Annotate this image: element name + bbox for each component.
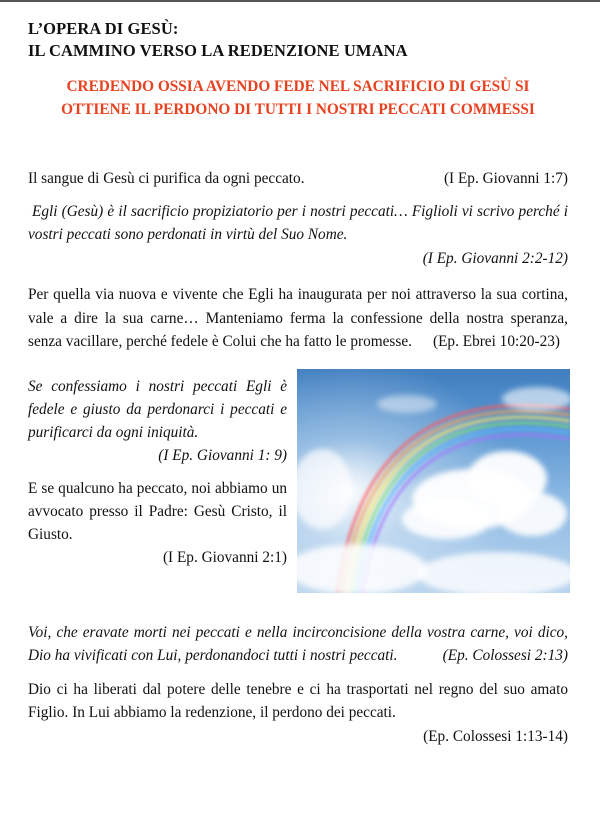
verse-6: [28, 621, 568, 668]
verse-7-ref: (Ep. Colossesi 1:13-14): [423, 727, 568, 745]
top-rule: [0, 0, 600, 2]
verse-2: [28, 200, 568, 271]
document-page: [28, 18, 568, 748]
verse-7: [28, 678, 568, 749]
verse-2-ref: (I Ep. Giovanni 2:2-12): [422, 249, 568, 267]
verse-3-text: Per quella via nuova e vivente che Egli ha inaugurata per noi attraverso la sua cortina, vale a dire la sua carne… Manteniamo ferma la confessione della nostra speranza, senza vacillare, perché fedele è Colui che ha fatto le promesse.: [28, 286, 568, 350]
subtitle-line-1: CREDENDO OSSIA AVENDO FEDE NEL SACRIFICIO DI GESÙ SI: [66, 78, 530, 95]
verse-3-ref: (Ep. Ebrei 10:20-23): [432, 333, 560, 350]
verse-image-section: [28, 369, 568, 599]
verse-4: [28, 375, 287, 467]
verse-7-text: Dio ci ha liberati dal potere delle tenebre e ci ha trasportati nel regno del suo amato Figlio. In Lui abbiamo la redenzione, il perdono dei peccati.: [28, 680, 568, 721]
verse-2-text: Egli (Gesù) è il sacrificio propiziatorio per i nostri peccati… Figlioli vi scrivo perché i vostri peccati sono perdonati in virtù del Suo Nome.: [28, 202, 568, 243]
page-title: [28, 18, 568, 62]
subtitle: [28, 75, 568, 121]
verse-4-text: Se confessiamo i nostri peccati Egli è fedele e giusto da perdonarci i peccati e purificarci da ogni iniquità.: [28, 377, 287, 441]
verse-6-ref: (Ep. Colossesi 2:13): [442, 647, 568, 664]
verse-6-text: Voi, che eravate morti nei peccati e nella incirconcisione della vostra carne, voi dico, Dio ha vivificati con Lui, perdonandoci tutti i nostri peccati.: [28, 623, 568, 664]
left-column: [28, 375, 287, 569]
verse-5-ref: (I Ep. Giovanni 2:1): [162, 548, 287, 566]
verse-3: [28, 283, 568, 354]
rainbow-sky-image: [297, 369, 570, 593]
verse-5: [28, 477, 287, 569]
rainbow-clouds-illustration: [297, 369, 570, 593]
verse-1: [28, 167, 568, 191]
title-line-2: IL CAMMINO VERSO LA REDENZIONE UMANA: [28, 41, 408, 60]
verse-5-text: E se qualcuno ha peccato, noi abbiamo un avvocato presso il Padre: Gesù Cristo, il Giusto.: [28, 479, 287, 543]
verse-1-ref: (I Ep. Giovanni 1:7): [443, 170, 568, 187]
verse-4-ref: (I Ep. Giovanni 1: 9): [158, 446, 287, 464]
subtitle-line-2: OTTIENE IL PERDONO DI TUTTI I NOSTRI PECCATI COMMESSI: [61, 101, 535, 118]
title-line-1: L’OPERA DI GESÙ:: [28, 19, 179, 38]
verse-1-text: Il sangue di Gesù ci purifica da ogni peccato.: [28, 170, 305, 187]
